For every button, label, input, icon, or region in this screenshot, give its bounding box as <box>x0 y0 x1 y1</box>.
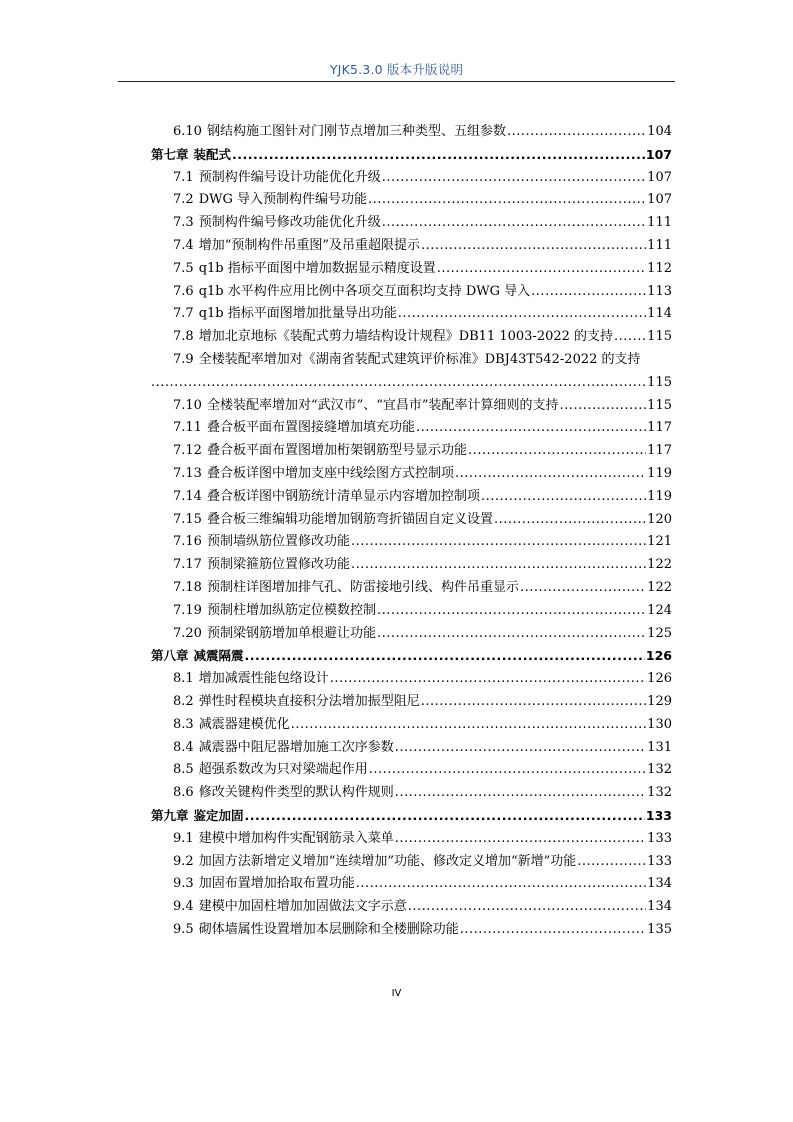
toc-entry-page: 131 <box>647 739 672 755</box>
toc-entry-title: 预制构件编号设计功能优化升级 <box>198 169 381 185</box>
toc-entry-title: 全楼装配率增加对“武汉市”、“宜昌市”装配率计算细则的支持 <box>206 397 559 413</box>
toc-entry-title: 增加“预制构件吊重图”及吊重超限提示 <box>198 237 420 253</box>
header-title: YJK5.3.0 版本升版说明 <box>329 62 464 77</box>
toc-entry-title: 加固布置增加拾取布置功能 <box>198 876 355 892</box>
toc-entry-title: 修改关键构件类型的默认构件规则 <box>198 785 394 801</box>
toc-leader-dots <box>395 737 646 760</box>
toc-leader-dots <box>377 623 646 646</box>
toc-leader-dots <box>421 691 646 714</box>
toc-entry[interactable] <box>151 326 672 349</box>
toc-entry[interactable] <box>151 577 672 600</box>
toc-entry-number: 8.4 <box>173 739 194 755</box>
toc-leader-dots <box>460 919 646 942</box>
toc-entry-number: 7.4 <box>173 237 194 253</box>
toc-entry-page: 122 <box>647 579 672 595</box>
toc-leader-dots <box>382 212 646 235</box>
toc-entry-number: 7.2 <box>173 192 194 208</box>
toc-entry-title: 预制柱增加纵筋定位模数控制 <box>206 602 376 618</box>
toc-leader-dots <box>351 554 646 577</box>
toc-entry-page: 132 <box>647 785 672 801</box>
toc-entry-title: 增加北京地标《装配式剪力墙结构设计规程》DB11 1003-2022 的支持 <box>198 329 614 345</box>
toc-chapter[interactable] <box>151 144 672 167</box>
toc-entry-number: 8.2 <box>173 693 194 709</box>
toc-entry-title: 预制柱详图增加排气孔、防雷接地引线、构件吊重显示 <box>206 579 519 595</box>
toc-entry-title: 钢结构施工图针对门刚节点增加三种类型、五组参数 <box>206 124 506 139</box>
toc-leader-dots <box>560 395 647 418</box>
toc-leader-dots <box>382 167 646 190</box>
toc-entry[interactable] <box>151 554 672 577</box>
toc-leader-dots <box>395 782 646 805</box>
toc-entry-number: 8.3 <box>173 716 194 732</box>
toc-entry[interactable] <box>151 121 672 144</box>
toc-entry-number: 7.18 <box>173 579 202 595</box>
toc-leader-dots <box>351 531 646 554</box>
toc-entry-number: 7.15 <box>173 511 202 527</box>
toc-entry-page: 115 <box>647 374 672 390</box>
toc-entry-title: 叠合板详图中增加支座中线绘图方式控制项 <box>206 465 454 481</box>
toc-entry-title: 减震隔震 <box>193 648 244 664</box>
toc-entry-number: 6.10 <box>173 124 202 139</box>
toc-entry-title: 叠合板平面布置图增加桁架钢筋型号显示功能 <box>206 443 467 459</box>
toc-entry-page: 126 <box>647 671 672 687</box>
toc-entry[interactable] <box>151 303 672 326</box>
toc-entry[interactable] <box>151 851 672 874</box>
toc-entry[interactable] <box>151 668 672 691</box>
toc-entry-page: 122 <box>647 557 672 573</box>
toc-entry-title: 增加减震性能包络设计 <box>198 671 329 687</box>
toc-entry-page: 119 <box>647 465 672 481</box>
toc-entry-page: 107 <box>645 146 672 162</box>
toc-entry-number: 9.4 <box>173 899 194 915</box>
toc-entry[interactable] <box>151 623 672 646</box>
toc-leader-dots <box>398 303 646 326</box>
toc-leader-dots <box>377 600 646 623</box>
toc-entry-number: 第九章 <box>151 807 189 823</box>
toc-entry-title: 叠合板平面布置图接缝增加填充功能 <box>206 420 415 436</box>
toc-entry-number: 7.17 <box>173 557 202 573</box>
toc-leader-dots <box>520 577 646 600</box>
toc-entry-page: 107 <box>647 192 672 208</box>
toc-leader-dots <box>614 326 646 349</box>
toc-leader-dots <box>416 417 646 440</box>
toc-entry[interactable] <box>151 600 672 623</box>
toc-entry-page: 125 <box>647 625 672 641</box>
toc-entry[interactable] <box>151 759 672 782</box>
toc-entry-title: 预制墙纵筋位置修改功能 <box>206 534 350 550</box>
toc-entry[interactable] <box>151 235 672 258</box>
toc-entry-page: 107 <box>647 169 672 185</box>
toc-entry-number: 7.19 <box>173 602 202 618</box>
toc-entry-title: 建模中加固柱增加加固做法文字示意 <box>198 899 407 915</box>
toc-leader-dots <box>245 805 645 828</box>
toc-entry[interactable] <box>151 509 672 532</box>
toc-entry-number: 7.6 <box>173 283 194 299</box>
toc-entry-number: 7.7 <box>173 306 194 322</box>
toc-leader-dots <box>481 486 646 509</box>
toc-entry[interactable] <box>151 782 672 805</box>
toc-entry-page: 121 <box>647 534 672 550</box>
toc-entry[interactable] <box>151 737 672 760</box>
toc-entry-title: q1b 指标平面图中增加数据显示精度设置 <box>198 260 436 276</box>
toc-entry-page: 129 <box>647 693 672 709</box>
toc-entry-page: 133 <box>647 830 672 846</box>
toc-entry-page: 111 <box>647 215 672 231</box>
toc-entry-number: 9.5 <box>173 921 194 937</box>
toc-entry-title: 砌体墙属性设置增加本层删除和全楼删除功能 <box>198 921 459 937</box>
page-number: IV <box>391 988 402 999</box>
toc-entry[interactable] <box>151 395 672 418</box>
toc-entry-page: 117 <box>647 443 672 459</box>
toc-entry[interactable] <box>151 531 672 554</box>
toc-entry-title: 鉴定加固 <box>193 807 244 823</box>
toc-leader-dots <box>291 714 646 737</box>
toc-entry[interactable] <box>151 691 672 714</box>
toc-entry[interactable] <box>151 281 672 304</box>
toc-entry-number: 9.1 <box>173 830 194 846</box>
toc-entry-title: DWG 导入预制构件编号功能 <box>198 192 367 208</box>
toc-leader-dots <box>356 873 646 896</box>
toc-entry[interactable] <box>151 714 672 737</box>
toc-leader-dots <box>369 759 646 782</box>
toc-entry-title: 装配式 <box>193 146 232 162</box>
toc-entry-page: 124 <box>647 602 672 618</box>
toc-entry-number: 7.3 <box>173 215 194 231</box>
toc-leader-dots <box>531 281 646 304</box>
toc-entry[interactable] <box>151 440 672 463</box>
toc-entry-title: 预制梁钢筋增加单根避让功能 <box>206 625 376 641</box>
toc-entry-number: 7.11 <box>173 420 202 436</box>
toc-leader-dots <box>468 440 646 463</box>
toc-entry-page: 126 <box>645 648 672 664</box>
toc-entry-page: 130 <box>647 716 672 732</box>
toc-entry-number: 9.3 <box>173 876 194 892</box>
toc-leader-dots <box>408 896 646 919</box>
toc-entry-title: 弹性时程模块直接积分法增加振型阻尼 <box>198 693 420 709</box>
toc-entry-number: 7.14 <box>173 488 202 504</box>
toc-entry-page: 119 <box>647 488 672 504</box>
toc-entry[interactable] <box>151 463 672 486</box>
toc-entry-number: 7.1 <box>173 169 194 185</box>
toc-entry[interactable] <box>151 896 672 919</box>
toc-entry-number: 8.6 <box>173 785 194 801</box>
toc-entry-title: 建模中增加构件实配钢筋录入菜单 <box>198 830 394 846</box>
toc-entry[interactable] <box>151 417 672 440</box>
table-of-contents <box>151 121 672 942</box>
toc-leader-dots <box>421 235 646 258</box>
toc-entry-title: 叠合板三维编辑功能增加钢筋弯折锚固自定义设置 <box>206 511 493 527</box>
toc-entry-number: 7.12 <box>173 443 202 459</box>
toc-entry-number: 第七章 <box>151 146 189 162</box>
toc-leader-dots <box>330 668 646 691</box>
toc-entry-number: 9.2 <box>173 853 194 869</box>
toc-entry-page: 104 <box>647 124 672 139</box>
toc-entry-page: 114 <box>647 306 672 322</box>
toc-entry-number: 7.13 <box>173 465 202 481</box>
toc-leader-dots <box>507 121 646 144</box>
toc-entry-number: 7.9 <box>173 351 194 367</box>
toc-leader-dots <box>151 372 647 395</box>
toc-leader-dots <box>455 463 646 486</box>
toc-entry-page: 113 <box>647 283 672 299</box>
toc-entry-continuation[interactable] <box>151 372 672 395</box>
toc-entry[interactable] <box>151 167 672 190</box>
toc-entry[interactable] <box>151 258 672 281</box>
toc-leader-dots <box>437 258 646 281</box>
toc-leader-dots <box>232 144 645 167</box>
toc-entry-title: 预制构件编号修改功能优化升级 <box>198 215 381 231</box>
toc-entry-page: 133 <box>645 807 672 823</box>
toc-entry-title: 超强系数改为只对梁端起作用 <box>198 762 368 778</box>
toc-entry-page: 115 <box>647 397 672 413</box>
toc-entry-title: 减震器建模优化 <box>198 716 290 732</box>
toc-entry-title: q1b 水平构件应用比例中各项交互面积均支持 DWG 导入 <box>198 283 531 299</box>
toc-entry-title: 加固方法新增定义增加“连续增加”功能、修改定义增加“新增”功能 <box>198 853 577 869</box>
toc-entry[interactable] <box>151 873 672 896</box>
toc-leader-dots <box>494 509 646 532</box>
toc-entry-number: 7.10 <box>173 397 202 413</box>
toc-leader-dots <box>577 851 646 874</box>
toc-entry[interactable] <box>151 919 672 942</box>
toc-entry-number: 7.8 <box>173 329 194 345</box>
toc-entry-page: 117 <box>647 420 672 436</box>
header-rule <box>118 81 675 82</box>
toc-entry-number: 7.16 <box>173 534 202 550</box>
toc-entry-number: 8.1 <box>173 671 194 687</box>
toc-entry-number: 第八章 <box>151 648 189 664</box>
toc-entry-title: 全楼装配率增加对《湖南省装配式建筑评价标准》DBJ43T542-2022 的支持 <box>198 351 641 367</box>
toc-entry-page: 111 <box>647 237 672 253</box>
toc-entry-title: q1b 指标平面图增加批量导出功能 <box>198 306 397 322</box>
toc-entry-number: 8.5 <box>173 762 194 778</box>
toc-leader-dots <box>395 828 646 851</box>
toc-entry-title: 叠合板详图中钢筋统计清单显示内容增加控制项 <box>206 488 480 504</box>
toc-entry-number: 7.5 <box>173 260 194 276</box>
toc-entry-page: 135 <box>647 921 672 937</box>
toc-entry-page: 115 <box>647 329 672 345</box>
toc-leader-dots <box>368 189 646 212</box>
toc-entry-page: 134 <box>647 876 672 892</box>
toc-entry[interactable] <box>151 349 672 372</box>
toc-entry-title: 预制梁箍筋位置修改功能 <box>206 557 350 573</box>
toc-entry-title: 减震器中阻尼器增加施工次序参数 <box>198 739 394 755</box>
toc-entry-number: 7.20 <box>173 625 202 641</box>
toc-entry[interactable] <box>151 189 672 212</box>
toc-chapter[interactable] <box>151 805 672 828</box>
toc-entry-page: 132 <box>647 762 672 778</box>
toc-leader-dots <box>245 645 645 668</box>
toc-entry[interactable] <box>151 212 672 235</box>
toc-entry-page: 112 <box>647 260 672 276</box>
toc-entry[interactable] <box>151 486 672 509</box>
toc-entry-page: 134 <box>647 899 672 915</box>
toc-entry[interactable] <box>151 828 672 851</box>
toc-entry-page: 133 <box>647 853 672 869</box>
toc-entry-page: 120 <box>647 511 672 527</box>
toc-chapter[interactable] <box>151 645 672 668</box>
